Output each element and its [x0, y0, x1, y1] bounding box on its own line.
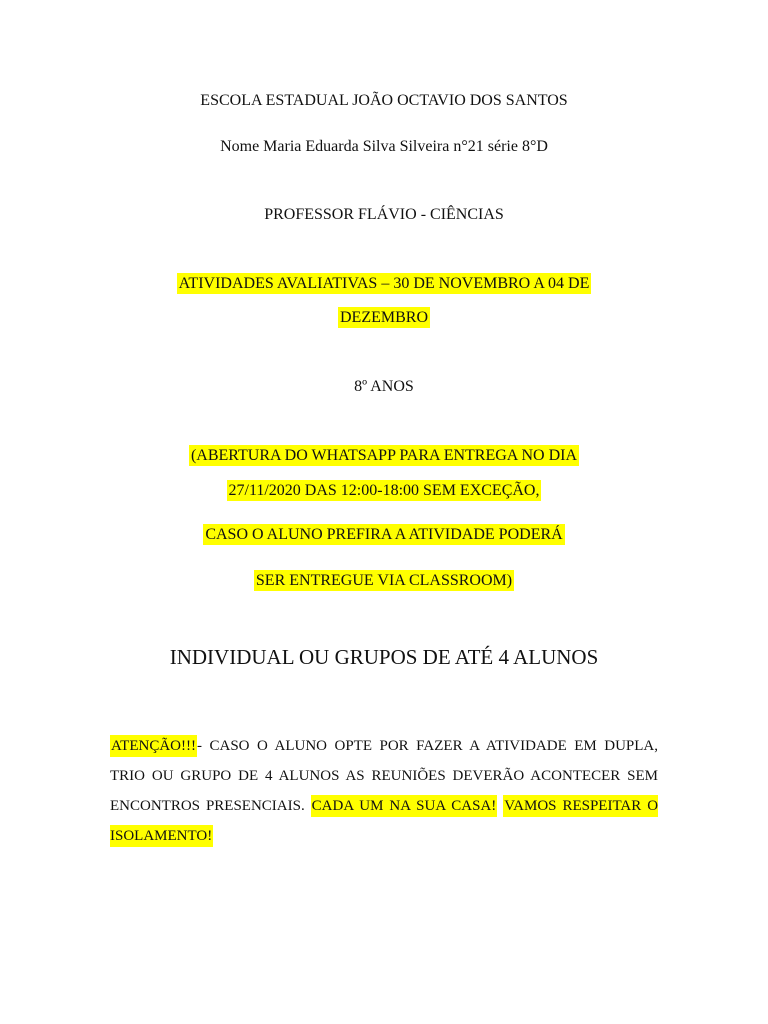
classroom-notice-line1 [0, 524, 768, 546]
attention-body: - CASO O ALUNO OPTE POR FAZER A ATIVIDADE EM DUPLA, TRIO OU GRUPO DE 4 ALUNOS AS REUNIÕES DEVERÃO ACONTECER SEM ENCONTROS PRESENCIAIS. [110, 738, 658, 814]
attention-highlight-home: CADA UM NA SUA CASA! [311, 795, 498, 817]
grade-label [0, 376, 768, 398]
activities-heading-line2-text: DEZEMBRO [340, 309, 428, 326]
activities-heading-line2 [0, 307, 768, 329]
activities-heading-line1-text: ATIVIDADES AVALIATIVAS – 30 DE NOVEMBRO A 04 DE [178, 275, 590, 292]
whatsapp-notice-line2 [0, 480, 768, 502]
teacher-subject [0, 204, 768, 226]
student-info-text: Nome Maria Eduarda Silva Silveira n°21 série 8°D [220, 138, 548, 155]
groups-heading-text: INDIVIDUAL OU GRUPOS DE ATÉ 4 ALUNOS [169, 645, 599, 669]
groups-heading [0, 644, 768, 670]
attention-highlight-isolation: VAMOS RESPEITAR O ISOLAMENTO! [110, 795, 658, 847]
student-info [0, 136, 768, 158]
classroom-notice-line1-text: CASO O ALUNO PREFIRA A ATIVIDADE PODERÁ [205, 526, 563, 543]
teacher-subject-text: PROFESSOR FLÁVIO - CIÊNCIAS [264, 206, 504, 223]
whatsapp-notice-line1 [0, 445, 768, 467]
attention-paragraph [110, 731, 658, 851]
classroom-notice-line2-text: SER ENTREGUE VIA CLASSROOM) [255, 572, 513, 589]
attention-label: ATENÇÃO!!! [110, 735, 197, 757]
whatsapp-notice-line2-text: 27/11/2020 DAS 12:00-18:00 SEM EXCEÇÃO, [228, 482, 540, 499]
activities-heading-line1 [0, 273, 768, 295]
school-name-text: ESCOLA ESTADUAL JOÃO OCTAVIO DOS SANTOS [200, 92, 568, 109]
whatsapp-notice-line1-text: (ABERTURA DO WHATSAPP PARA ENTREGA NO DIA [190, 447, 578, 464]
grade-label-text: 8º ANOS [354, 378, 414, 395]
school-name [0, 90, 768, 112]
classroom-notice-line2 [0, 570, 768, 592]
